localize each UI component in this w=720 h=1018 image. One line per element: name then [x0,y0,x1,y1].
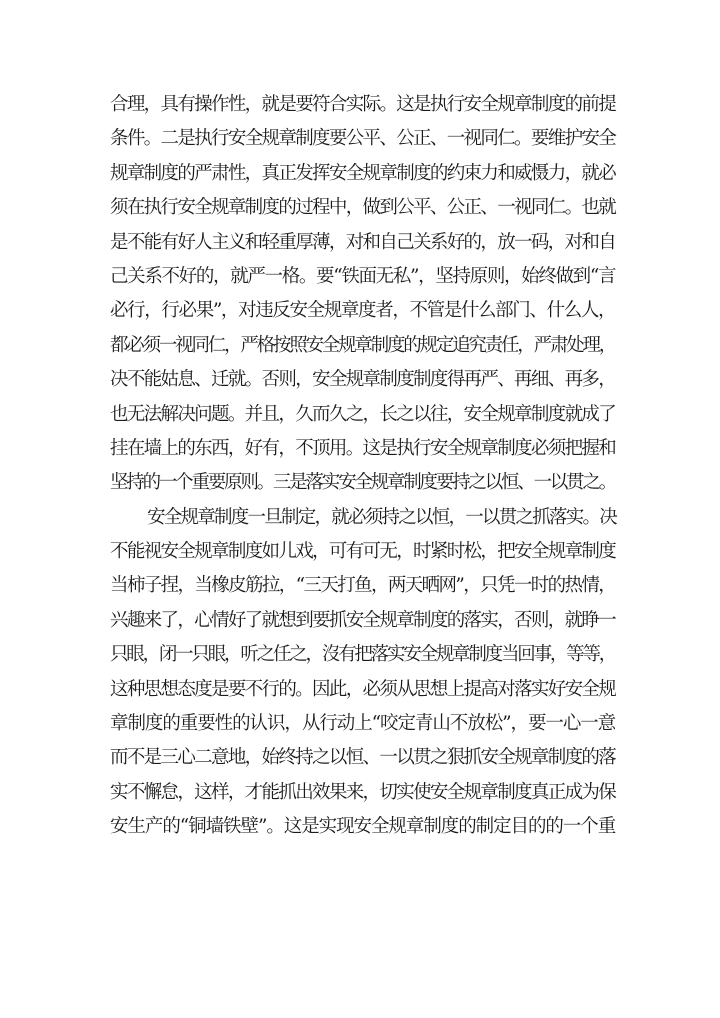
text-line: 规章制度的严肃性，真正发挥安全规章制度的约束力和威慑力，就必 [110,162,615,184]
text-line: 而不是三心二意地，始终持之以恒、一以贯之狠抓安全规章制度的落 [110,747,615,769]
text-line: 挂在墙上的东西，好有，不顶用。这是执行安全规章制度必须把握和 [110,437,615,459]
text-line: 条件。二是执行安全规章制度要公平、公正、一视同仁。要维护安全 [110,128,615,150]
text-line: 须在执行安全规章制度的过程中，做到公平、公正、一视同仁。也就 [110,197,615,219]
text-line: 己关系不好的，就严一格。要“铁面无私”，坚持原则，始终做到“言 [110,265,615,287]
text-line: 是不能有好人主义和轻重厚薄，对和自己关系好的，放一码，对和自 [110,231,615,253]
text-line: 只眼，闭一只眼，听之任之，沒有把落实安全规章制度当回事，等等， [110,644,615,666]
text-line: 实不懈怠，这样，才能抓出效果来，切实使安全规章制度真正成为保 [110,781,615,803]
text-line: 兴趣来了，心情好了就想到要抓安全规章制度的落实，否则，就睁一 [110,609,615,631]
text-line: 坚持的一个重要原则。三是落实安全规章制度要持之以恒、一以贯之。 [110,472,615,494]
text-line: 都必须一视同仁，严格按照安全规章制度的规定追究责任，严肃处理， [110,334,615,356]
text-line: 章制度的重要性的认识，从行动上“咬定青山不放松”，要一心一意 [110,713,615,735]
text-line: 不能视安全规章制度如儿戏，可有可无，时紧时松，把安全规章制度 [110,541,615,563]
text-line: 安生产的“铜墙铁壁”。这是实现安全规章制度的制定目的的一个重 [110,816,615,838]
paragraph-start-line: 安全规章制度一旦制定，就必须持之以恒，一以贯之抓落实。决 [147,506,617,528]
text-line: 这种思想态度是要不行的。因此，必须从思想上提高对落实好安全规 [110,678,615,700]
text-line: 也无法解决问题。并且，久而久之，长之以往，安全规章制度就成了 [110,403,615,425]
text-line: 必行，行必果”，对违反安全规章度者，不管是什么部门、什么人， [110,300,615,322]
text-line: 合理，具有操作性，就是要符合实际。这是执行安全规章制度的前提 [110,94,615,115]
text-line: 决不能姑息、迁就。否则，安全规章制度制度得再严、再细、再多， [110,369,615,391]
text-line: 当柿子捏，当橡皮筋拉，“三天打鱼，两天晒网”，只凭一时的热情， [110,575,615,597]
body-text [110,88,615,845]
